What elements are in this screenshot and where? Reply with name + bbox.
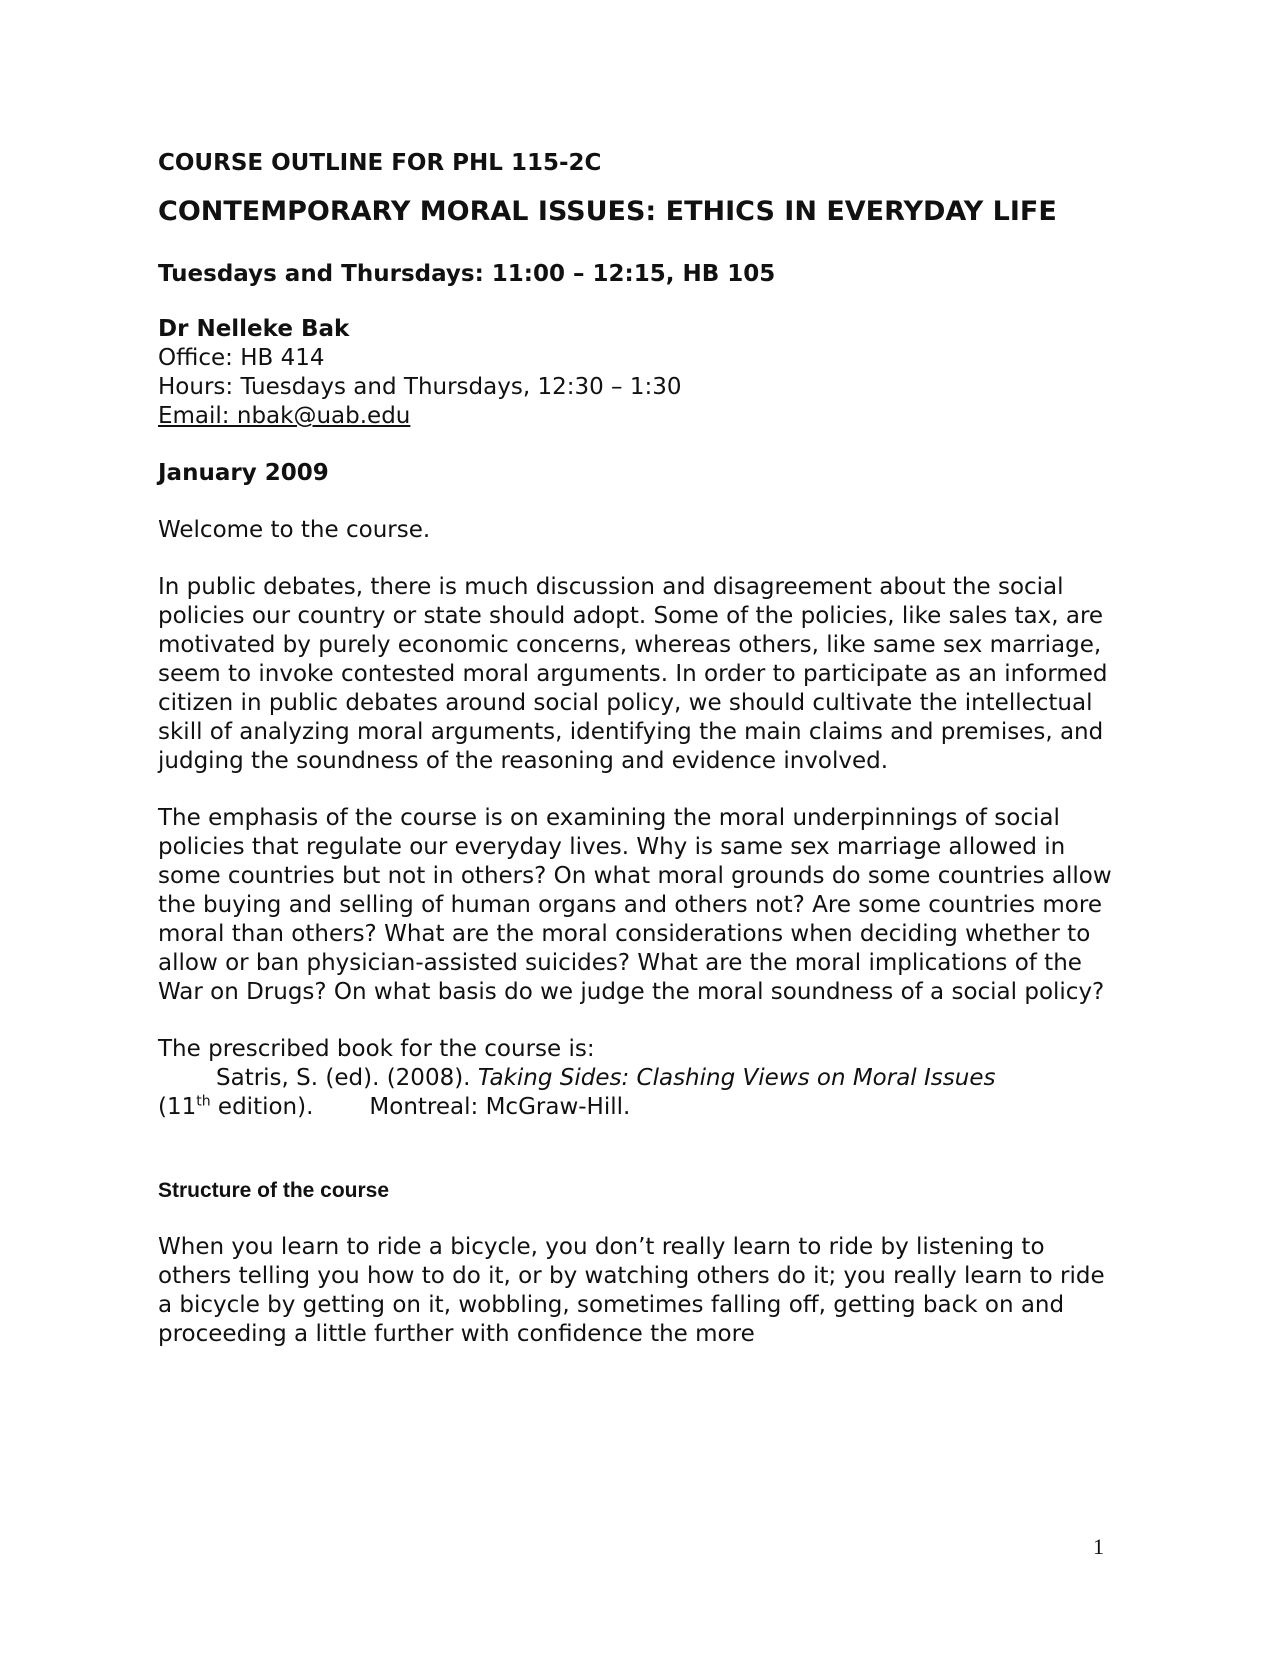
email-link[interactable]: Email: nbak@uab.edu bbox=[158, 403, 411, 429]
structure-paragraph: When you learn to ride a bicycle, you don’t really learn to ride by listening to others telling you how to do it, or by watching others do it; you really learn to ride a bicycle by getting on it, wobbling, sometimes falling off, getting back on and proceeding a little further with confidence the more bbox=[158, 1234, 1105, 1347]
instructor-name: Dr Nelleke Bak bbox=[158, 316, 350, 342]
schedule-line: Tuesdays and Thursdays: 11:00 – 12:15, HB 105 bbox=[158, 261, 776, 287]
book-edition-line bbox=[158, 1093, 1118, 1122]
edition-suffix: edition). bbox=[210, 1094, 314, 1120]
book-publisher: Montreal: McGraw-Hill. bbox=[369, 1094, 631, 1120]
intro-paragraph: In public debates, there is much discussion and disagreement about the social policies our country or state should adopt. Some of the policies, like sales tax, are motivated by purely economic concerns, whereas others, like same sex marriage, seem to invoke contested moral arguments. In order to participate as an informed citizen in public debates around social policy, we should cultivate the intellectual skill of analyzing moral arguments, identifying the main claims and premises, and judging the soundness of the reasoning and evidence involved. bbox=[158, 574, 1108, 774]
emphasis-paragraph: The emphasis of the course is on examining the moral underpinnings of social policies that regulate our everyday lives. Why is same sex marriage allowed in some countries but not in others? On what moral grounds do some countries allow the buying and selling of human organs and others not? Are some countries more moral than others? What are the moral considerations when deciding whether to allow or ban physician-assisted suicides? What are the moral implications of the War on Drugs? On what basis do we judge the moral soundness of a social policy? bbox=[158, 805, 1112, 1005]
edition-superscript: th bbox=[196, 1093, 211, 1110]
date-heading: January 2009 bbox=[158, 460, 329, 486]
course-code-heading: COURSE OUTLINE FOR PHL 115-2C bbox=[158, 150, 602, 176]
prescribed-book-block bbox=[158, 1035, 1118, 1122]
document-body bbox=[158, 148, 1118, 1349]
book-author-year: Satris, S. (ed). (2008). bbox=[216, 1065, 471, 1091]
book-citation bbox=[158, 1064, 1118, 1093]
edition-prefix: (11 bbox=[158, 1094, 197, 1120]
hours-line: Hours: Tuesdays and Thursdays, 12:30 – 1:30 bbox=[158, 374, 682, 400]
course-title-heading: CONTEMPORARY MORAL ISSUES: ETHICS IN EVERYDAY LIFE bbox=[158, 196, 1057, 227]
structure-heading: Structure of the course bbox=[158, 1179, 390, 1202]
book-title: Taking Sides: Clashing Views on Moral Issues bbox=[477, 1065, 996, 1091]
welcome-text: Welcome to the course. bbox=[158, 517, 431, 543]
office-line: Office: HB 414 bbox=[158, 345, 325, 371]
book-intro: The prescribed book for the course is: bbox=[158, 1036, 595, 1062]
page-number: 1 bbox=[1093, 1534, 1104, 1559]
